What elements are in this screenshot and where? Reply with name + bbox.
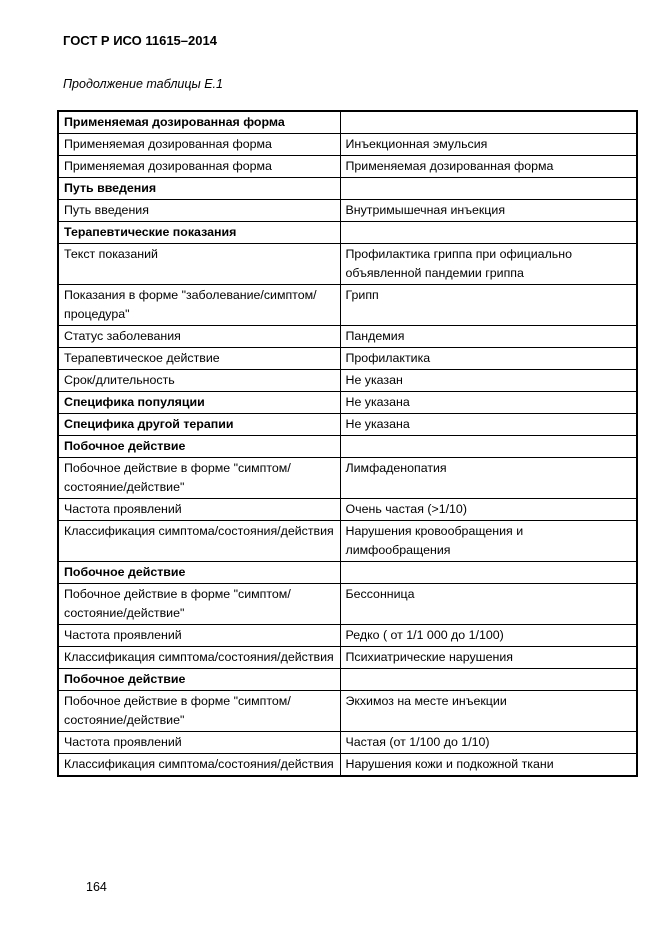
table-body <box>58 111 637 776</box>
table-row <box>58 244 637 285</box>
table-row <box>58 348 637 370</box>
cell-property: Специфика популяции <box>58 392 340 414</box>
data-table <box>57 110 638 777</box>
table-row <box>58 326 637 348</box>
cell-value: Нарушения кожи и подкожной ткани <box>340 754 637 777</box>
table-row <box>58 156 637 178</box>
cell-property: Классификация симптома/состояния/действия <box>58 647 340 669</box>
table-row <box>58 732 637 754</box>
cell-property: Показания в форме "заболевание/симптом/процедура" <box>58 285 340 326</box>
table-row <box>58 200 637 222</box>
cell-property: Текст показаний <box>58 244 340 285</box>
table-row <box>58 647 637 669</box>
table-row <box>58 584 637 625</box>
table-row <box>58 134 637 156</box>
cell-property: Частота проявлений <box>58 732 340 754</box>
cell-property: Классификация симптома/состояния/действия <box>58 754 340 777</box>
cell-property: Статус заболевания <box>58 326 340 348</box>
table-row <box>58 669 637 691</box>
cell-property: Терапевтическое действие <box>58 348 340 370</box>
cell-value <box>340 562 637 584</box>
cell-property: Путь введения <box>58 200 340 222</box>
cell-property: Терапевтические показания <box>58 222 340 244</box>
table-row <box>58 691 637 732</box>
cell-value <box>340 669 637 691</box>
cell-value: Не указана <box>340 414 637 436</box>
cell-property: Применяемая дозированная форма <box>58 156 340 178</box>
cell-value: Не указан <box>340 370 637 392</box>
cell-value: Профилактика <box>340 348 637 370</box>
cell-value <box>340 178 637 200</box>
table-row <box>58 178 637 200</box>
cell-value: Экхимоз на месте инъекции <box>340 691 637 732</box>
cell-property: Применяемая дозированная форма <box>58 111 340 134</box>
table-row <box>58 521 637 562</box>
cell-value: Не указана <box>340 392 637 414</box>
cell-value: Применяемая дозированная форма <box>340 156 637 178</box>
cell-property: Специфика другой терапии <box>58 414 340 436</box>
cell-value: Внутримышечная инъекция <box>340 200 637 222</box>
cell-value: Инъекционная эмульсия <box>340 134 637 156</box>
cell-property: Классификация симптома/состояния/действия <box>58 521 340 562</box>
cell-value: Частая (от 1/100 до 1/10) <box>340 732 637 754</box>
table-row <box>58 285 637 326</box>
page-number: 164 <box>86 880 107 894</box>
cell-property: Срок/длительность <box>58 370 340 392</box>
table-row <box>58 414 637 436</box>
cell-property: Побочное действие в форме "симптом/состояние/действие" <box>58 691 340 732</box>
cell-value: Очень частая (>1/10) <box>340 499 637 521</box>
cell-value <box>340 111 637 134</box>
table-row <box>58 370 637 392</box>
table-row <box>58 111 637 134</box>
cell-value: Редко ( от 1/1 000 до 1/100) <box>340 625 637 647</box>
cell-value <box>340 436 637 458</box>
cell-property: Побочное действие <box>58 669 340 691</box>
table-caption: Продолжение таблицы Е.1 <box>63 77 223 91</box>
cell-property: Частота проявлений <box>58 499 340 521</box>
table-row <box>58 392 637 414</box>
table-row <box>58 754 637 777</box>
cell-value <box>340 222 637 244</box>
cell-property: Частота проявлений <box>58 625 340 647</box>
cell-value: Бессонница <box>340 584 637 625</box>
cell-value: Нарушения кровообращения и лимфообращения <box>340 521 637 562</box>
cell-value: Лимфаденопатия <box>340 458 637 499</box>
table-row <box>58 436 637 458</box>
table-row <box>58 458 637 499</box>
table-row <box>58 222 637 244</box>
table-row <box>58 562 637 584</box>
document-header: ГОСТ Р ИСО 11615–2014 <box>63 33 217 48</box>
cell-value: Психиатрические нарушения <box>340 647 637 669</box>
table-row <box>58 499 637 521</box>
cell-property: Применяемая дозированная форма <box>58 134 340 156</box>
cell-value: Грипп <box>340 285 637 326</box>
cell-value: Пандемия <box>340 326 637 348</box>
cell-property: Побочное действие <box>58 436 340 458</box>
cell-value: Профилактика гриппа при официально объявленной пандемии гриппа <box>340 244 637 285</box>
cell-property: Побочное действие в форме "симптом/состояние/действие" <box>58 458 340 499</box>
table-row <box>58 625 637 647</box>
cell-property: Побочное действие <box>58 562 340 584</box>
cell-property: Побочное действие в форме "симптом/состояние/действие" <box>58 584 340 625</box>
cell-property: Путь введения <box>58 178 340 200</box>
